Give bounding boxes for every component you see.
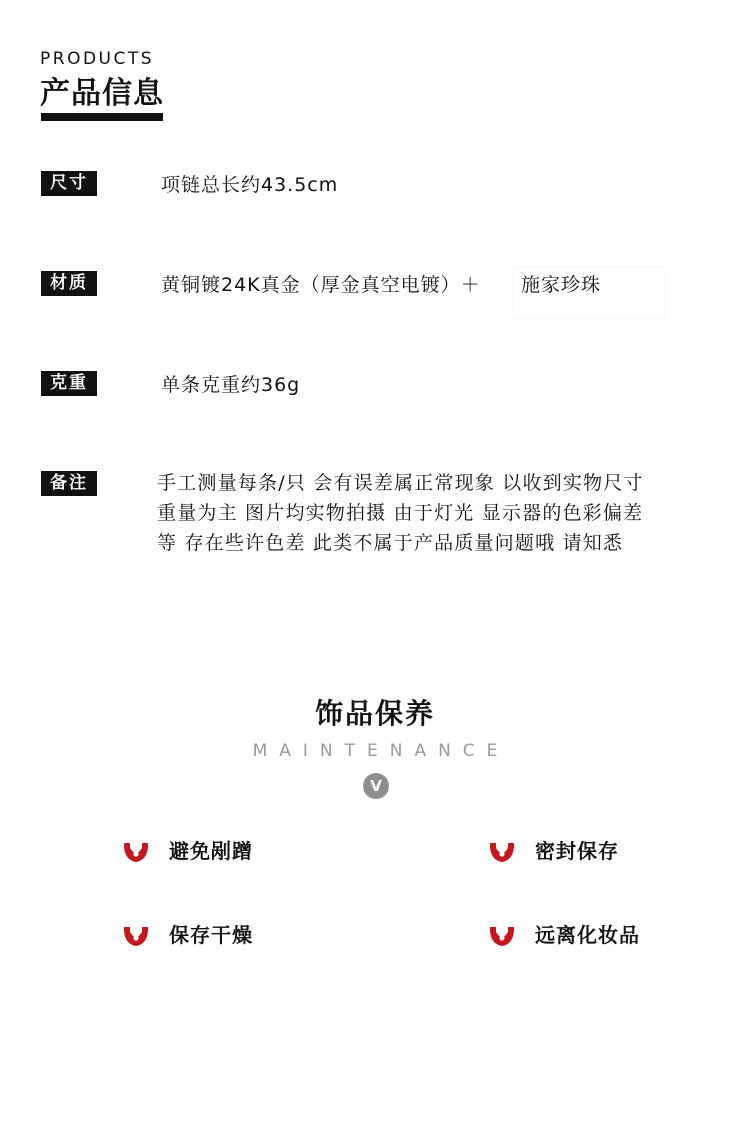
spec-value: 项链总长约43.5cm [161, 174, 339, 196]
note-line: 等 存在些许色差 此类不属于产品质量问题哦 请知悉 [157, 532, 624, 554]
tip-label: 保存干燥 [169, 923, 253, 947]
spec-note [157, 468, 702, 558]
necklace-icon [489, 838, 515, 864]
necklace-icon [123, 922, 149, 948]
spec-label: 尺寸 [41, 171, 97, 196]
section-title: 产品信息 [40, 76, 164, 111]
title-underline [41, 113, 163, 121]
note-line: 重量为主 图片均实物拍摄 由于灯光 显示器的色彩偏差 [157, 502, 644, 524]
v-badge-icon: V [363, 773, 389, 799]
tip-label: 远离化妆品 [535, 923, 640, 947]
section-subtitle-en: PRODUCTS [40, 49, 155, 69]
spec-value-extra: 施家珍珠 [521, 274, 602, 296]
spec-label: 备注 [41, 471, 97, 496]
spec-label: 材质 [41, 271, 97, 296]
maintenance-subtitle: MAINTENANCE [252, 741, 510, 761]
maintenance-title: 饰品保养 [314, 697, 435, 730]
necklace-icon [489, 922, 515, 948]
tip-label: 避免剐蹭 [169, 839, 253, 863]
necklace-icon [123, 838, 149, 864]
spec-value: 单条克重约36g [161, 374, 301, 396]
note-line: 手工测量每条/只 会有误差属正常现象 以收到实物尺寸 [157, 472, 644, 494]
tip-label: 密封保存 [535, 839, 619, 863]
spec-value: 黄铜镀24K真金（厚金真空电镀）＋ [161, 274, 481, 296]
spec-label: 克重 [41, 371, 97, 396]
